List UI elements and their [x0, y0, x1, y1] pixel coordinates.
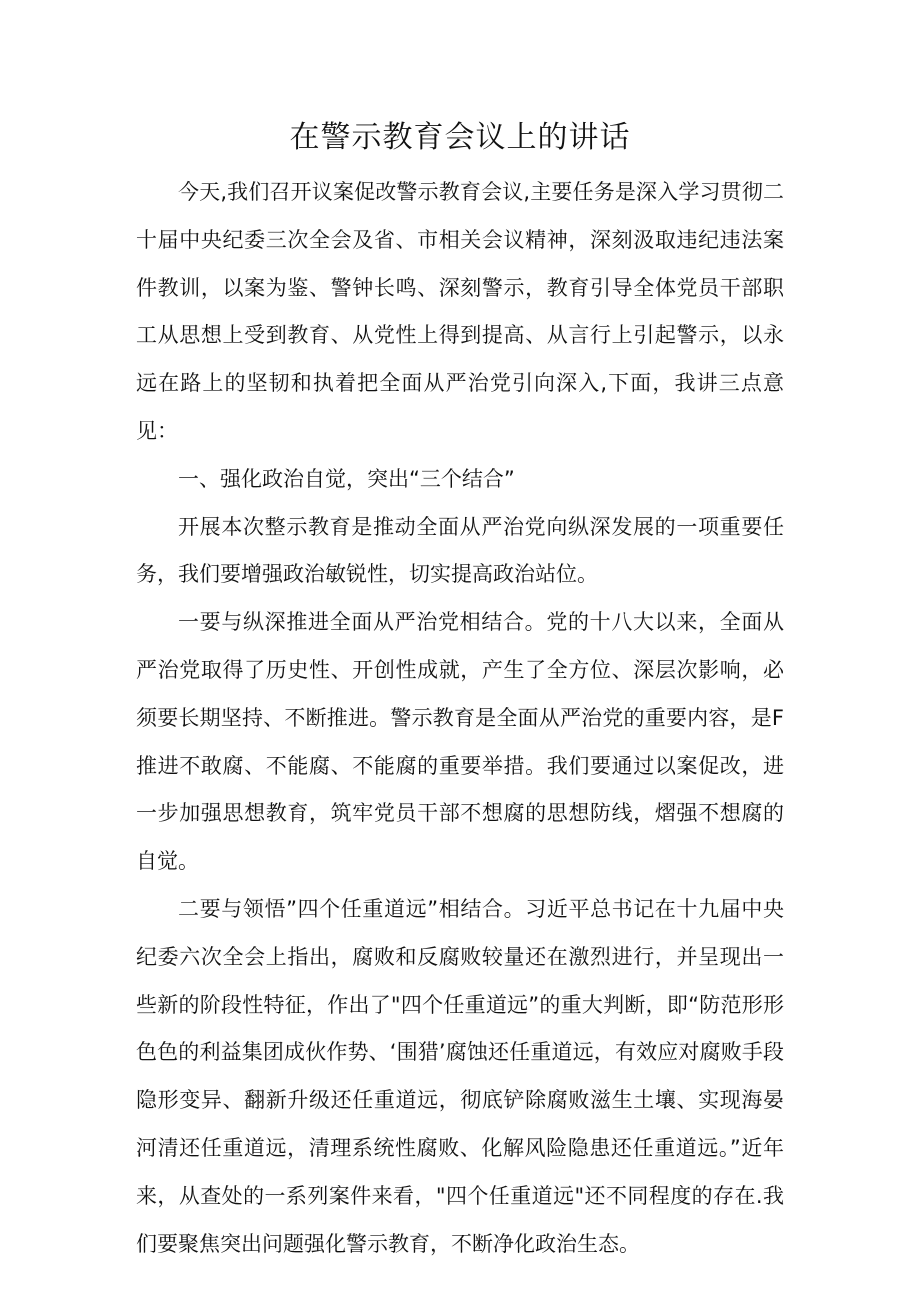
paragraph-point-1: 一要与纵深推进全面从严治党相结合。党的十八大以来，全面从严治党取得了历史性、开创性成就，产生了全方位、深层次影响，必须要长期坚持、不断推进。警示教育是全面从严治党的重要内容，是F推进不敢腐、不能腐、不能腐的重要举措。我们要通过以案促改，进一步加强思想教育，筑牢党员干部不想腐的思想防线，熠强不想腐的自觉。: [136, 610, 784, 874]
section-heading-1: 一、强化政治自觉，突出“三个结合”: [178, 466, 515, 491]
paragraph-point-2: 二要与领悟”四个任重道远”相结合。习近平总书记在十九届中央纪委六次全会上指出，腐败和反腐败较量还在激烈进行，并呈现出一些新的阶段性特征，作出了"四个任重道远”的重大判断，即“防范形形色色的利益集团成伙作势、‘围猎’腐蚀还任重道远，有效应对腐败手段隐形变异、翻新升级还任重道远，彻底铲除腐败滋生土壤、实现海晏河清还任重道远，清理系统性腐败、化解风险隐患还任重道远。”近年来，从查处的一系列案件来看，"四个任重道远"还不同程度的存在.我们要聚焦突出问题强化警示教育，不断净化政治生态。: [136, 896, 784, 1256]
paragraph-intro: 今天,我们召开议案促改警示教育会议,主要任务是深入学习贯彻二十届中央纪委三次全会及省、市相关会议精神，深刻汲取违纪违法案件教训，以案为鉴、警钟长鸣、深刻警示，教育引导全体党员干部职工从思想上受到教育、从党性上得到提高、从言行上引起警示，以永远在路上的坚韧和执着把全面从严治党引向深入,下面，我讲三点意见：: [136, 180, 784, 443]
document-title: 在警示教育会议上的讲话: [289, 120, 631, 155]
paragraph-section-1-overview: 开展本次整示教育是推动全面从严治党向纵深发展的一项重要任务，我们要增强政治敏锐性，切实提高政治站位。: [136, 514, 784, 587]
document-body: [136, 169, 784, 1268]
